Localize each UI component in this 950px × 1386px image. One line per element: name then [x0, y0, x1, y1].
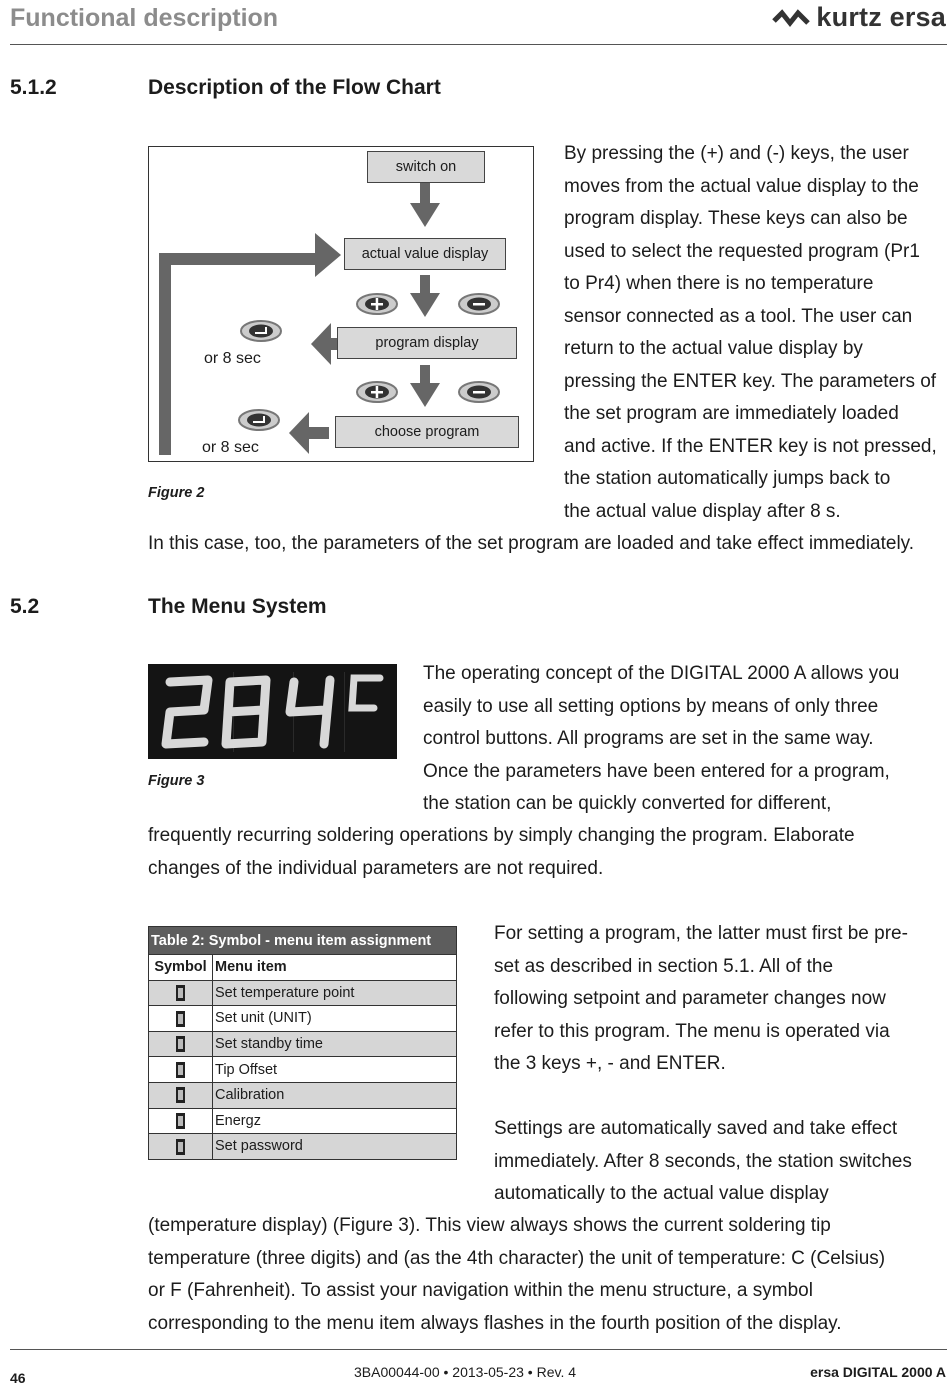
- section-number: 5.2: [10, 595, 40, 618]
- section-title: The Menu System: [148, 595, 327, 618]
- table-row: Calibration: [149, 1082, 457, 1108]
- section-number: 5.1.2: [10, 76, 57, 99]
- header-rule: [10, 44, 947, 45]
- flow-box-program-display: program display: [337, 327, 517, 359]
- flow-box-actual-value: actual value display: [344, 238, 506, 270]
- segment-symbol-icon: [176, 1011, 185, 1027]
- flow-chart: [148, 146, 534, 462]
- flow-description-end: In this case, too, the parameters of the set program are loaded and take effect immediately.: [148, 533, 915, 554]
- segment-symbol-icon: [176, 1113, 185, 1129]
- menu-intro-text-end: frequently recurring soldering operations by simply changing the program. Elaborate changes of the individual parameters are not required.: [148, 825, 855, 879]
- timeout-label: or 8 sec: [204, 350, 261, 367]
- table-row: Energz: [149, 1108, 457, 1134]
- table-row: Set password: [149, 1134, 457, 1160]
- down-arrow-icon: [410, 293, 440, 317]
- table-row: Tip Offset: [149, 1057, 457, 1083]
- menu-operation-text-end: (temperature display) (Figure 3). This view always shows the current soldering tip temperature (three digits) and (as the 4th character) the unit of temperature: C (Celsius) or F (Fahrenheit). To assist your navigation within the menu structure, a symbol corresponding to the menu item always flashes in the fourth position of the display.: [148, 1215, 886, 1334]
- left-arrow-icon: [311, 323, 331, 365]
- footer-rule: [10, 1349, 947, 1350]
- loop-arrow-icon: [315, 233, 341, 277]
- table-caption: Table 2: Symbol - menu item assignment: [149, 927, 457, 955]
- down-arrow-icon: [410, 203, 440, 227]
- enter-key-icon: [239, 410, 279, 430]
- segment-symbol-icon: [176, 1062, 185, 1078]
- figure-caption: Figure 3: [148, 773, 205, 789]
- minus-key-icon: [459, 294, 499, 314]
- seven-segment-display: [148, 664, 397, 759]
- flow-box-switch-on: switch on: [367, 151, 485, 183]
- plus-key-icon: [357, 294, 397, 314]
- segment-symbol-icon: [176, 1139, 185, 1155]
- product-name: ersa DIGITAL 2000 A: [810, 1364, 946, 1380]
- column-header-menu-item: Menu item: [213, 955, 457, 981]
- plus-key-icon: [357, 382, 397, 402]
- timeout-label: or 8 sec: [202, 439, 259, 456]
- table-row: Set temperature point: [149, 980, 457, 1006]
- segment-symbol-icon: [176, 985, 185, 1001]
- menu-operation-text: For setting a program, the latter must first be pre- set as described in section 5.1. All of the following setpoint and parameter changes now refer to this program. The menu is operated via the 3 keys +, - and ENTER. Settings are automatically saved and take effect immediately. After 8 seconds, the station switches automatically to the actual value display: [494, 923, 912, 1204]
- enter-key-icon: [241, 321, 281, 341]
- segment-symbol-icon: [176, 1087, 185, 1103]
- flow-box-choose-program: choose program: [335, 416, 519, 448]
- brand-logo: [772, 2, 946, 33]
- flow-description: By pressing the (+) and (-) keys, the user moves from the actual value display to the program display. These keys can also be used to select the requested program (Pr1 to Pr4) when there is no temperature sensor connected as a tool. The user can return to the actual value display by pressing the ENTER key. The parameters of the set program are immediately loaded and active. If the ENTER key is not pressed, the station automatically jumps back to the actual value display after 8 s.: [564, 143, 937, 522]
- table-row: Set unit (UNIT): [149, 1006, 457, 1032]
- menu-intro-text: The operating concept of the DIGITAL 2000 A allows you easily to use all setting options by means of only three control buttons. All programs are set in the same way. Once the parameters have been entered for a program, the station can be quickly converted for different,: [423, 663, 900, 814]
- page-header-title: Functional description: [10, 4, 279, 32]
- display-photo: [148, 664, 397, 759]
- ersa-logo-icon: [772, 7, 810, 29]
- left-arrow-icon: [289, 412, 309, 454]
- logo-text: kurtz ersa: [816, 2, 946, 32]
- down-arrow-icon: [410, 383, 440, 407]
- table-row: Set standby time: [149, 1031, 457, 1057]
- figure-caption: Figure 2: [148, 485, 205, 501]
- symbol-menu-table: [148, 926, 457, 1160]
- segment-symbol-icon: [176, 1036, 185, 1052]
- page-number: 46: [10, 1370, 26, 1386]
- section-title: Description of the Flow Chart: [148, 76, 441, 99]
- minus-key-icon: [459, 382, 499, 402]
- column-header-symbol: Symbol: [149, 955, 213, 981]
- document-id: 3BA00044-00 • 2013-05-23 • Rev. 4: [354, 1364, 577, 1380]
